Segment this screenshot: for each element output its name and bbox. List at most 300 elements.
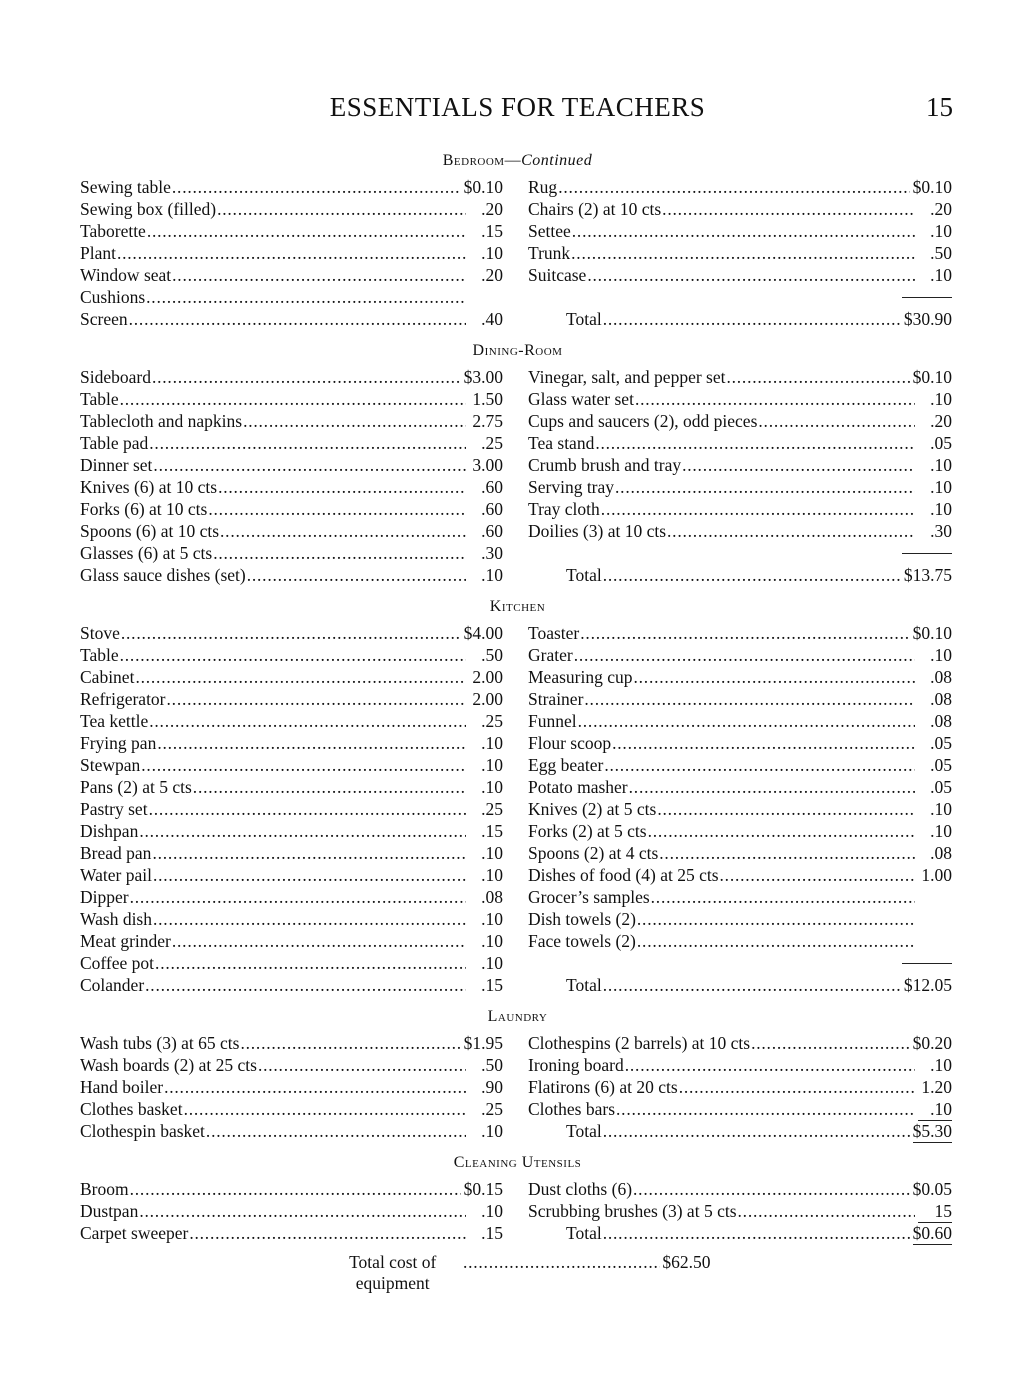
- item-price: .10: [481, 865, 503, 885]
- item-label: Frying pan: [80, 733, 157, 753]
- item-price: .10: [481, 843, 503, 863]
- item-row: [528, 842, 952, 864]
- dot-leader: [155, 952, 466, 974]
- item-label: Trunk: [528, 243, 571, 263]
- item-price: .10: [481, 755, 503, 775]
- item-row: [528, 264, 952, 286]
- item-price: .10: [930, 455, 952, 475]
- item-label: Doilies (3) at 10 cts: [528, 521, 667, 541]
- item-row: [528, 732, 952, 754]
- rule-line: [902, 297, 952, 298]
- item-row: [528, 454, 952, 476]
- total-price: $12.05: [903, 975, 952, 995]
- dot-leader: [139, 1200, 466, 1222]
- dot-leader: [580, 622, 909, 644]
- item-price: .05: [930, 733, 952, 753]
- section-body: [0, 1032, 1035, 1142]
- item-row: [528, 1054, 952, 1076]
- item-label: Crumb brush and tray: [528, 455, 682, 475]
- left-column: [80, 176, 503, 330]
- item-row: [80, 264, 503, 286]
- item-label: Meat grinder: [80, 931, 171, 951]
- item-label: Screen: [80, 309, 128, 329]
- item-price: 1.00: [921, 865, 952, 885]
- item-label: Glass sauce dishes (set): [80, 565, 246, 585]
- section-title: Cleaning Utensils: [453, 1154, 582, 1171]
- dot-leader: [146, 286, 466, 308]
- dot-leader: [679, 1076, 915, 1098]
- item-label: Grater: [528, 645, 573, 665]
- item-label: Knives (2) at 5 cts: [528, 799, 657, 819]
- item-row: [80, 564, 503, 586]
- item-row: [528, 710, 952, 732]
- equipment-sections: [0, 146, 1035, 1250]
- item-label: Pans (2) at 5 cts: [80, 777, 192, 797]
- dot-leader: [634, 666, 916, 688]
- item-label: Sideboard: [80, 367, 151, 387]
- dot-leader: [637, 930, 915, 952]
- item-row: [80, 974, 503, 996]
- item-price: .60: [481, 499, 503, 519]
- item-label: Broom: [80, 1179, 129, 1199]
- item-row: [80, 366, 503, 388]
- dot-leader: [463, 1252, 660, 1273]
- dot-leader: [603, 1120, 910, 1142]
- item-row: [80, 1120, 503, 1142]
- item-label: Carpet sweeper: [80, 1223, 189, 1243]
- dot-leader: [149, 798, 466, 820]
- item-price: $0.05: [912, 1179, 952, 1199]
- section-heading: [0, 336, 1035, 366]
- dot-leader: [738, 1200, 915, 1222]
- item-price: .10: [481, 1201, 503, 1221]
- dot-leader: [193, 776, 466, 798]
- item-row: [80, 220, 503, 242]
- item-row: [80, 798, 503, 820]
- dot-leader: [189, 1222, 466, 1244]
- dot-leader: [751, 1032, 910, 1054]
- item-row: [528, 242, 952, 264]
- item-row: [528, 1098, 952, 1120]
- item-row: [80, 1032, 503, 1054]
- item-label: Tablecloth and napkins: [80, 411, 243, 431]
- dot-leader: [637, 908, 915, 930]
- dot-leader: [657, 798, 915, 820]
- section-body: [0, 622, 1035, 996]
- item-row: [80, 930, 503, 952]
- item-label: Grocer’s samples: [528, 887, 650, 907]
- item-row: [80, 198, 503, 220]
- item-label: Potato masher: [528, 777, 628, 797]
- item-price: .10: [930, 1055, 952, 1075]
- dot-leader: [604, 754, 915, 776]
- section-body: [0, 366, 1035, 586]
- dot-leader: [172, 176, 461, 198]
- item-price: $3.00: [463, 367, 503, 387]
- item-price: $1.95: [463, 1033, 503, 1053]
- item-price: .10: [481, 909, 503, 929]
- item-row: [80, 622, 503, 644]
- item-label: Measuring cup: [528, 667, 633, 687]
- item-label: Window seat: [80, 265, 172, 285]
- section-body: [0, 1178, 1035, 1244]
- item-row: [528, 1076, 952, 1098]
- rule-line: [902, 963, 952, 964]
- item-label: Settee: [528, 221, 571, 241]
- item-label: Flatirons (6) at 20 cts: [528, 1077, 678, 1097]
- dot-leader: [153, 454, 466, 476]
- item-row: [528, 776, 952, 798]
- item-price: .90: [481, 1077, 503, 1097]
- item-label: Clothes bars: [528, 1099, 616, 1119]
- item-price: 2.00: [472, 689, 503, 709]
- item-price: $0.10: [912, 177, 952, 197]
- dot-leader: [247, 564, 466, 586]
- dot-leader: [208, 498, 466, 520]
- dot-leader: [603, 308, 901, 330]
- dot-leader: [117, 242, 466, 264]
- dot-leader: [258, 1054, 466, 1076]
- dot-leader: [153, 908, 466, 930]
- item-label: Bread pan: [80, 843, 152, 863]
- item-price: .08: [930, 843, 952, 863]
- total-label: Total: [566, 1121, 602, 1141]
- item-row: [80, 1200, 503, 1222]
- section-title: Laundry: [487, 1008, 548, 1025]
- item-label: Vinegar, salt, and pepper set: [528, 367, 726, 387]
- total-price: $30.90: [903, 309, 952, 329]
- item-price: 1.20: [921, 1077, 952, 1097]
- item-label: Funnel: [528, 711, 577, 731]
- item-row: [528, 432, 952, 454]
- item-price: .25: [481, 1099, 503, 1119]
- dot-leader: [240, 1032, 460, 1054]
- item-price: .20: [481, 265, 503, 285]
- dot-leader: [141, 754, 466, 776]
- item-label: Refrigerator: [80, 689, 166, 709]
- right-column: [528, 366, 952, 586]
- dot-leader: [184, 1098, 466, 1120]
- item-label: Chairs (2) at 10 cts: [528, 199, 662, 219]
- total-label: Total: [566, 975, 602, 995]
- item-row: [528, 176, 952, 198]
- item-label: Dinner set: [80, 455, 153, 475]
- item-label: Dishpan: [80, 821, 139, 841]
- dot-leader: [584, 688, 915, 710]
- item-price: .10: [930, 499, 952, 519]
- item-label: Strainer: [528, 689, 584, 709]
- running-head: [0, 92, 1035, 132]
- item-price: .10: [930, 799, 952, 819]
- dot-leader: [720, 864, 915, 886]
- item-label: Forks (2) at 5 cts: [528, 821, 647, 841]
- item-row: [80, 520, 503, 542]
- item-price: 2.00: [472, 667, 503, 687]
- item-label: Sewing box (filled): [80, 199, 217, 219]
- dot-leader: [164, 1076, 466, 1098]
- item-label: Spoons (6) at 10 cts: [80, 521, 220, 541]
- item-row: [80, 1178, 503, 1200]
- item-row: [80, 908, 503, 930]
- item-price: .08: [930, 711, 952, 731]
- dot-leader: [578, 710, 915, 732]
- total-label: Total: [566, 565, 602, 585]
- item-price: .08: [930, 689, 952, 709]
- item-price: .20: [481, 199, 503, 219]
- dot-leader: [603, 564, 901, 586]
- item-price: .50: [481, 1055, 503, 1075]
- item-row: [80, 1222, 503, 1244]
- item-row: [80, 754, 503, 776]
- item-label: Dustpan: [80, 1201, 139, 1221]
- item-row: [80, 1076, 503, 1098]
- section-body: [0, 176, 1035, 330]
- grand-total-label: Total cost of equipment: [349, 1252, 437, 1293]
- item-label: Table: [80, 645, 119, 665]
- item-price: 15: [918, 1200, 952, 1223]
- item-row: [80, 864, 503, 886]
- dot-leader: [149, 710, 466, 732]
- dot-leader: [121, 622, 461, 644]
- dot-leader: [648, 820, 915, 842]
- grand-total-line: [0, 1252, 1035, 1294]
- dot-leader: [603, 1222, 910, 1244]
- item-label: Wash boards (2) at 25 cts: [80, 1055, 257, 1075]
- item-price: .05: [930, 777, 952, 797]
- section-heading: [0, 1002, 1035, 1032]
- total-rule: [528, 952, 952, 974]
- dot-leader: [667, 520, 915, 542]
- item-price: 3.00: [472, 455, 503, 475]
- item-row: [80, 886, 503, 908]
- dot-leader: [574, 644, 915, 666]
- item-price: .25: [481, 433, 503, 453]
- item-label: Flour scoop: [528, 733, 612, 753]
- item-price: .10: [481, 1121, 503, 1141]
- dot-leader: [206, 1120, 466, 1142]
- item-label: Tea kettle: [80, 711, 149, 731]
- dot-leader: [130, 1178, 461, 1200]
- item-price: .10: [481, 243, 503, 263]
- item-row: [528, 908, 952, 930]
- right-column: [528, 622, 952, 996]
- item-row: [80, 732, 503, 754]
- section-heading: [0, 1148, 1035, 1178]
- item-price: $0.10: [463, 177, 503, 197]
- item-label: Clothes basket: [80, 1099, 183, 1119]
- total-row: [528, 1120, 952, 1142]
- item-row: [80, 432, 503, 454]
- dot-leader: [147, 220, 466, 242]
- dot-leader: [625, 1054, 915, 1076]
- item-label: Scrubbing brushes (3) at 5 cts: [528, 1201, 737, 1221]
- item-price: .10: [930, 389, 952, 409]
- item-label: Glass water set: [528, 389, 634, 409]
- item-price: .15: [481, 221, 503, 241]
- item-label: Cushions: [80, 287, 146, 307]
- total-price: $13.75: [903, 565, 952, 585]
- item-label: Rug: [528, 177, 558, 197]
- item-row: [80, 242, 503, 264]
- item-row: [80, 498, 503, 520]
- dot-leader: [758, 410, 915, 432]
- section-heading: [0, 146, 1035, 176]
- item-label: Taborette: [80, 221, 146, 241]
- item-price: .15: [481, 975, 503, 995]
- right-column: [528, 1032, 952, 1142]
- item-row: [528, 220, 952, 242]
- dot-leader: [571, 242, 915, 264]
- left-column: [80, 1032, 503, 1142]
- item-label: Spoons (2) at 4 cts: [528, 843, 659, 863]
- grand-total-value: $62.50: [662, 1252, 711, 1272]
- total-row: [528, 974, 952, 996]
- item-row: [80, 388, 503, 410]
- total-row: [528, 1222, 952, 1244]
- item-row: [80, 952, 503, 974]
- right-column: [528, 176, 952, 330]
- item-row: [528, 886, 952, 908]
- item-label: Clothespin basket: [80, 1121, 205, 1141]
- item-row: [528, 520, 952, 542]
- dot-leader: [659, 842, 915, 864]
- item-label: Clothespins (2 barrels) at 10 cts: [528, 1033, 751, 1053]
- item-price: .10: [930, 265, 952, 285]
- dot-leader: [145, 974, 466, 996]
- item-price: .08: [930, 667, 952, 687]
- item-row: [528, 666, 952, 688]
- item-row: [528, 1200, 952, 1222]
- total-rule: [528, 286, 952, 308]
- item-price: .20: [930, 199, 952, 219]
- dot-leader: [213, 542, 466, 564]
- item-price: .10: [918, 1098, 952, 1121]
- dot-leader: [157, 732, 466, 754]
- item-price: .10: [481, 777, 503, 797]
- item-price: .05: [930, 755, 952, 775]
- item-row: [528, 388, 952, 410]
- item-label: Glasses (6) at 5 cts: [80, 543, 213, 563]
- item-label: Pastry set: [80, 799, 148, 819]
- item-row: [80, 842, 503, 864]
- item-price: .10: [481, 565, 503, 585]
- dot-leader: [130, 886, 466, 908]
- total-rule: [528, 542, 952, 564]
- dot-leader: [167, 688, 466, 710]
- item-row: [528, 366, 952, 388]
- dot-leader: [601, 498, 915, 520]
- item-label: Ironing board: [528, 1055, 624, 1075]
- section-title: Bedroom—: [442, 152, 522, 169]
- item-row: [528, 754, 952, 776]
- item-price: .40: [481, 309, 503, 329]
- item-label: Forks (6) at 10 cts: [80, 499, 208, 519]
- dot-leader: [243, 410, 466, 432]
- dot-leader: [615, 476, 915, 498]
- item-price: .20: [930, 411, 952, 431]
- item-label: Water pail: [80, 865, 152, 885]
- item-price: .25: [481, 711, 503, 731]
- total-label: Total: [566, 309, 602, 329]
- dot-leader: [172, 930, 466, 952]
- item-label: Tray cloth: [528, 499, 600, 519]
- item-label: Dish towels (2): [528, 909, 636, 929]
- dot-leader: [152, 366, 461, 388]
- dot-leader: [153, 864, 466, 886]
- item-price: .30: [481, 543, 503, 563]
- item-row: [528, 820, 952, 842]
- dot-leader: [726, 366, 909, 388]
- item-price: .10: [930, 645, 952, 665]
- item-label: Dishes of food (4) at 25 cts: [528, 865, 719, 885]
- item-price: .15: [481, 1223, 503, 1243]
- item-row: [80, 776, 503, 798]
- item-row: [528, 798, 952, 820]
- item-label: Colander: [80, 975, 145, 995]
- item-price: .10: [930, 221, 952, 241]
- item-row: [528, 864, 952, 886]
- item-row: [528, 688, 952, 710]
- dot-leader: [129, 308, 466, 330]
- item-price: .25: [481, 799, 503, 819]
- item-price: .15: [481, 821, 503, 841]
- item-price: .10: [481, 931, 503, 951]
- total-row: [528, 308, 952, 330]
- item-row: [80, 286, 503, 308]
- page-number: 15: [926, 92, 953, 122]
- right-column: [528, 1178, 952, 1244]
- item-label: Cabinet: [80, 667, 135, 687]
- item-price: .08: [481, 887, 503, 907]
- section-title: Dining-Room: [472, 342, 563, 359]
- left-column: [80, 622, 503, 996]
- item-row: [528, 644, 952, 666]
- item-price: 2.75: [472, 411, 503, 431]
- item-row: [528, 410, 952, 432]
- item-label: Hand boiler: [80, 1077, 164, 1097]
- item-row: [528, 476, 952, 498]
- item-row: [528, 930, 952, 952]
- dot-leader: [587, 264, 915, 286]
- item-label: Cups and saucers (2), odd pieces: [528, 411, 758, 431]
- item-label: Knives (6) at 10 cts: [80, 477, 218, 497]
- dot-leader: [135, 666, 466, 688]
- item-label: Face towels (2): [528, 931, 636, 951]
- dot-leader: [682, 454, 915, 476]
- dot-leader: [595, 432, 915, 454]
- dot-leader: [633, 1178, 910, 1200]
- dot-leader: [662, 198, 915, 220]
- item-label: Tea stand: [528, 433, 595, 453]
- item-price: 1.50: [472, 389, 503, 409]
- dot-leader: [218, 476, 466, 498]
- dot-leader: [120, 388, 466, 410]
- item-row: [80, 644, 503, 666]
- item-row: [80, 1054, 503, 1076]
- dot-leader: [217, 198, 466, 220]
- item-label: Stewpan: [80, 755, 141, 775]
- item-row: [528, 198, 952, 220]
- item-price: .50: [930, 243, 952, 263]
- item-label: Egg beater: [528, 755, 604, 775]
- item-row: [80, 688, 503, 710]
- dot-leader: [149, 432, 466, 454]
- item-row: [80, 666, 503, 688]
- page-title: ESSENTIALS FOR TEACHERS: [329, 92, 706, 122]
- item-row: [80, 820, 503, 842]
- dot-leader: [152, 842, 466, 864]
- item-row: [80, 476, 503, 498]
